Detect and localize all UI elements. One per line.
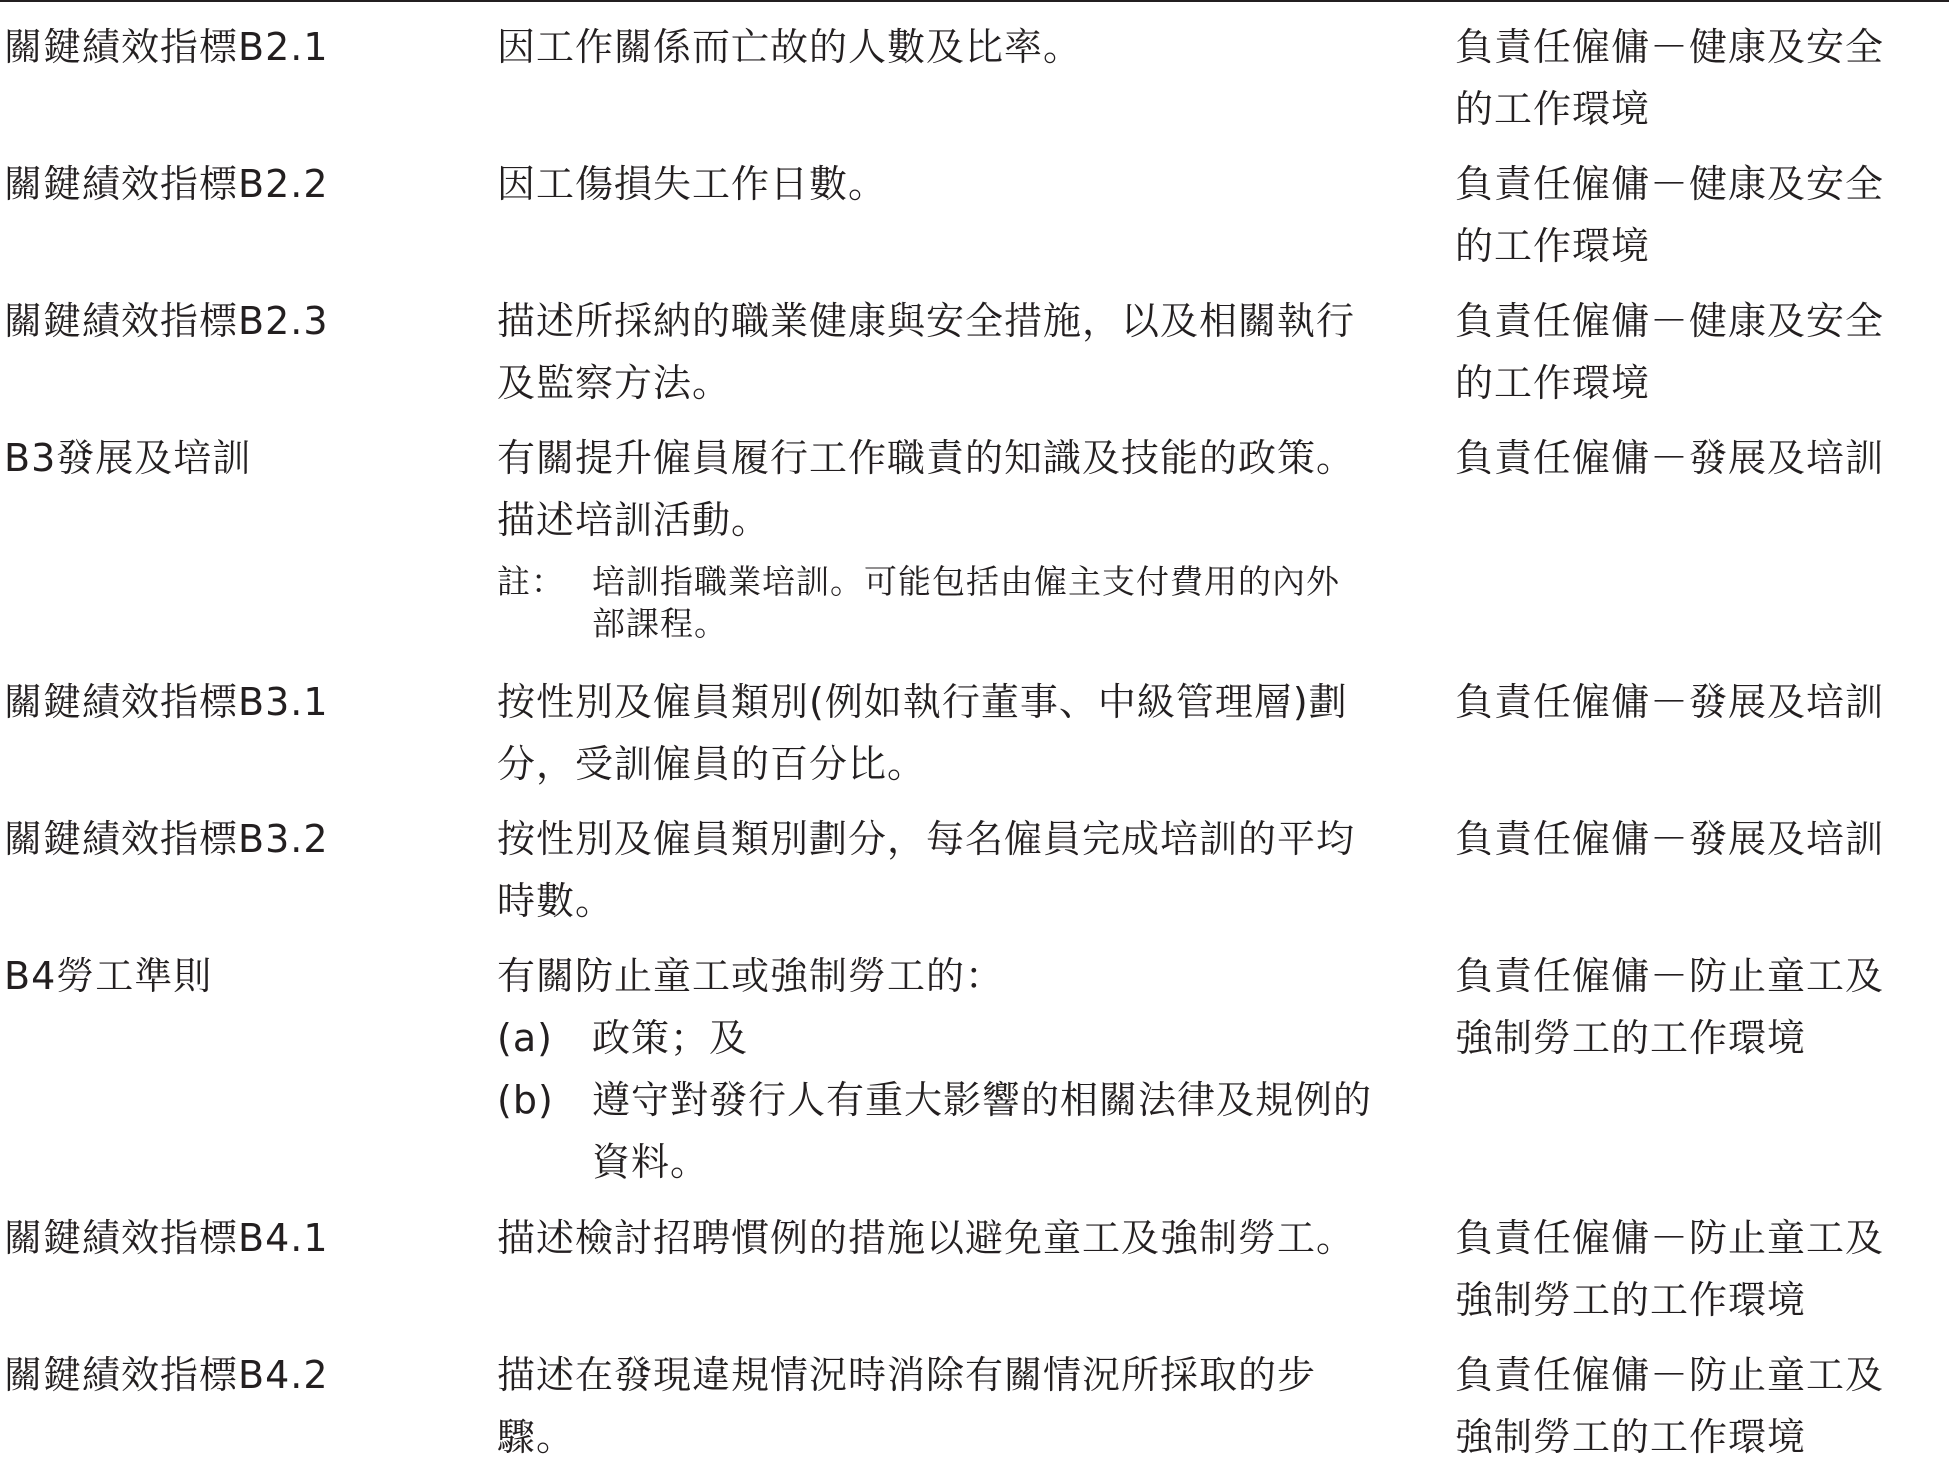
- top-rule: [0, 0, 1949, 2]
- section-cell: [1455, 16, 1949, 140]
- indicator-cell: [4, 290, 484, 352]
- section-line: 負責任僱傭－健康及安全: [1455, 299, 1885, 343]
- indicator-cell: [4, 1207, 484, 1269]
- indicator-label: 關鍵績效指標B2.3: [4, 299, 329, 343]
- description-line: 描述檢討招聘慣例的措施以避免童工及強制勞工。: [497, 1216, 1356, 1260]
- list-item-text: 政策；及: [592, 1016, 749, 1060]
- description-cell: [497, 427, 1427, 645]
- description-line: 有關提升僱員履行工作職責的知識及技能的政策。: [497, 436, 1356, 480]
- note-marker: 註：: [497, 562, 565, 601]
- description-line: 描述所採納的職業健康與安全措施，以及相關執行: [497, 299, 1356, 343]
- indicator-cell: [4, 808, 484, 870]
- list-marker: (b): [497, 1078, 554, 1122]
- indicator-cell: [4, 427, 484, 489]
- indicator-label: 關鍵績效指標B2.1: [4, 25, 329, 69]
- list-item: [497, 1007, 1427, 1069]
- description-cell: [497, 671, 1427, 795]
- description-line: 按性別及僱員類別(例如執行董事、中級管理層)劃: [497, 680, 1348, 724]
- note-line: 培訓指職業培訓。可能包括由僱主支付費用的內外: [592, 562, 1340, 601]
- description-line: 時數。: [497, 879, 615, 923]
- indicator-cell: [4, 671, 484, 733]
- list-marker: (a): [497, 1016, 553, 1060]
- list-item-text: 遵守對發行人有重大影響的相關法律及規例的: [592, 1078, 1373, 1122]
- indicator-label: B4勞工準則: [4, 954, 213, 998]
- section-line: 強制勞工的工作環境: [1455, 1415, 1807, 1459]
- description-line: 因工作關係而亡故的人數及比率。: [497, 25, 1083, 69]
- description-cell: [497, 945, 1427, 1193]
- description-cell: [497, 1207, 1427, 1269]
- note-line: 部課程。: [592, 604, 728, 643]
- indicator-cell: [4, 945, 484, 1007]
- indicator-label: 關鍵績效指標B3.1: [4, 680, 329, 724]
- section-line: 負責任僱傭－健康及安全: [1455, 162, 1885, 206]
- section-cell: [1455, 290, 1949, 414]
- section-cell: [1455, 153, 1949, 277]
- indicator-label: 關鍵績效指標B3.2: [4, 817, 329, 861]
- description-cell: [497, 16, 1427, 78]
- list-item: [497, 1069, 1427, 1131]
- list-item-text: 資料。: [592, 1140, 710, 1184]
- section-line: 負責任僱傭－健康及安全: [1455, 25, 1885, 69]
- description-line: 驟。: [497, 1415, 576, 1459]
- indicator-label: 關鍵績效指標B4.1: [4, 1216, 329, 1260]
- description-line: 及監察方法。: [497, 361, 732, 405]
- indicator-label: 關鍵績效指標B4.2: [4, 1353, 329, 1397]
- section-line: 負責任僱傭－防止童工及: [1455, 1353, 1885, 1397]
- section-cell: [1455, 945, 1949, 1069]
- section-line: 負責任僱傭－發展及培訓: [1455, 436, 1885, 480]
- description-cell: [497, 808, 1427, 932]
- indicator-cell: [4, 16, 484, 78]
- note: [497, 561, 1427, 645]
- section-line: 的工作環境: [1455, 224, 1651, 268]
- section-cell: [1455, 427, 1949, 489]
- section-line: 的工作環境: [1455, 361, 1651, 405]
- section-line: 強制勞工的工作環境: [1455, 1278, 1807, 1322]
- description-line: 因工傷損失工作日數。: [497, 162, 888, 206]
- description-cell: [497, 1344, 1427, 1468]
- indicator-cell: [4, 153, 484, 215]
- description-line: 有關防止童工或強制勞工的：: [497, 954, 1005, 998]
- section-line: 負責任僱傭－防止童工及: [1455, 1216, 1885, 1260]
- section-line: 強制勞工的工作環境: [1455, 1016, 1807, 1060]
- section-line: 負責任僱傭－發展及培訓: [1455, 817, 1885, 861]
- section-line: 的工作環境: [1455, 87, 1651, 131]
- description-cell: [497, 290, 1427, 414]
- description-line: 按性別及僱員類別劃分，每名僱員完成培訓的平均: [497, 817, 1356, 861]
- section-cell: [1455, 1344, 1949, 1468]
- section-line: 負責任僱傭－發展及培訓: [1455, 680, 1885, 724]
- indicator-cell: [4, 1344, 484, 1406]
- section-cell: [1455, 671, 1949, 733]
- description-line: 分，受訓僱員的百分比。: [497, 742, 927, 786]
- section-line: 負責任僱傭－防止童工及: [1455, 954, 1885, 998]
- section-cell: [1455, 1207, 1949, 1331]
- section-cell: [1455, 808, 1949, 870]
- description-line: 描述培訓活動。: [497, 498, 771, 542]
- indicator-label: 關鍵績效指標B2.2: [4, 162, 329, 206]
- description-line: 描述在發現違規情況時消除有關情況所採取的步: [497, 1353, 1317, 1397]
- description-cell: [497, 153, 1427, 215]
- indicator-label: B3發展及培訓: [4, 436, 252, 480]
